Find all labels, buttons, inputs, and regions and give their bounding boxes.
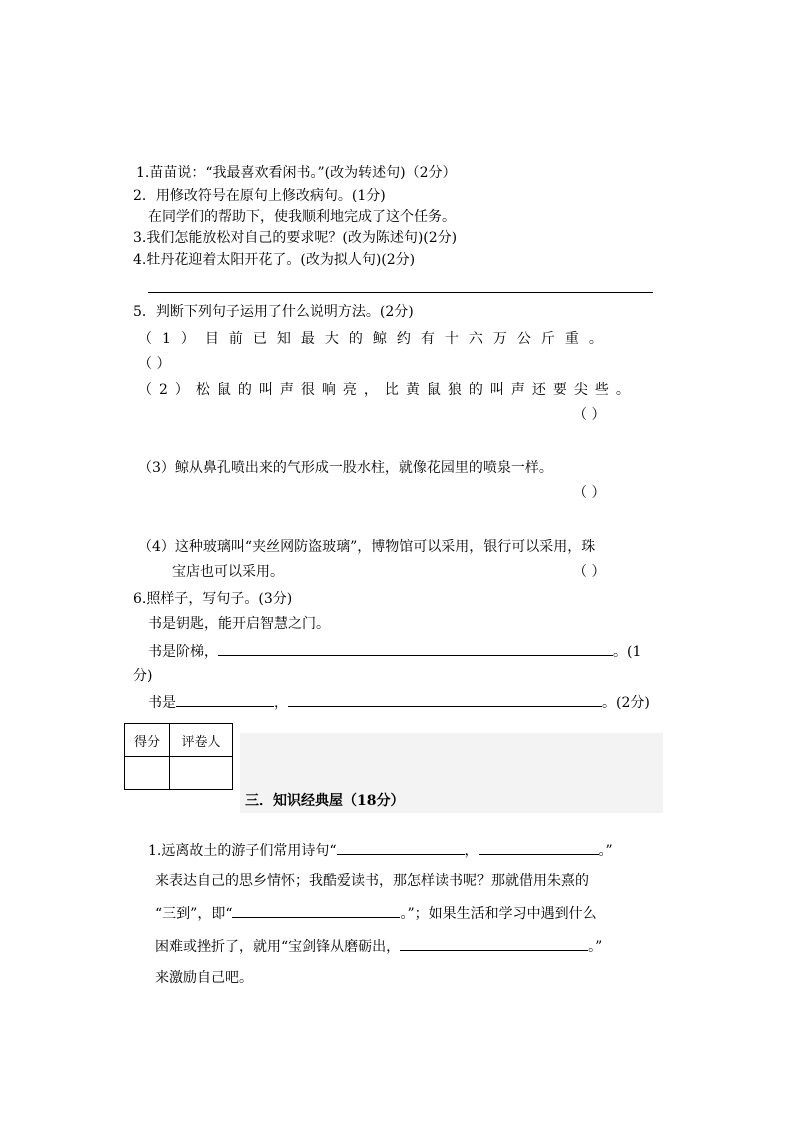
question-3: 3.我们怎能放松对自己的要求呢？(改为陈述句)(2分) (133, 230, 458, 246)
s3-line-4 (155, 936, 602, 957)
s3-line-3-end: 。”；如果生活和学习中遇到什么 (400, 906, 597, 922)
q5-item-4-line1: （4）这种玻璃叫“夹丝网防盗玻璃”，博物馆可以采用，银行可以采用，珠 (138, 539, 596, 555)
s3-line-1 (148, 840, 613, 861)
question-1: 1.苗苗说：“我最喜欢看闲书。”(改为转述句)（2分） (136, 165, 457, 181)
question-2-sentence: 在同学们的帮助下，使我顺利地完成了这个任务。 (148, 209, 456, 225)
s3-blank-3[interactable] (232, 903, 400, 918)
q6-line-1-start: 书是阶梯， (148, 644, 218, 660)
q5-item-3-answer-paren: （ ） (573, 485, 606, 501)
q5-item-4-answer-paren: （ ） (573, 564, 606, 580)
score-label: 得分 (125, 724, 170, 757)
question-4: 4.牡丹花迎着太阳开花了。(改为拟人句)(2分) (133, 252, 416, 268)
section-3-title: 三．知识经典屋（18分） (245, 793, 405, 809)
grader-label: 评卷人 (170, 724, 233, 757)
q6-blank-1[interactable] (218, 641, 613, 656)
s3-blank-1[interactable] (337, 840, 465, 855)
s3-line-5: 来激励自己吧。 (155, 970, 253, 986)
s3-line-4-start: 困难或挫折了，就用“宝剑锋从磨砺出， (155, 939, 401, 955)
q6-blank-2a[interactable] (176, 692, 274, 707)
score-table (124, 723, 233, 790)
q5-item-1: （1）目前已知最大的鲸约有十六万公斤重。 (138, 331, 613, 347)
question-2: 2．用修改符号在原句上修改病句。(1分) (133, 188, 386, 204)
s3-line-2: 来表达自己的思乡情怀；我酷爱读书，那怎样读书呢？那就借用朱熹的 (155, 873, 589, 889)
q6-line-2-end: 。(2分) (602, 695, 650, 711)
q5-item-1-answer-paren: （ ） (138, 356, 171, 372)
question-5: 5．判断下列句子运用了什么说明方法。(2分) (133, 304, 414, 320)
q6-line-1-wrap: 分) (133, 668, 153, 684)
s3-line-3 (155, 903, 597, 924)
s3-line-1-comma: ， (464, 843, 479, 859)
score-cell[interactable] (125, 757, 170, 790)
q5-item-2-answer-paren: （ ） (573, 407, 606, 423)
s3-line-3-start: “三到”，即“ (155, 906, 233, 922)
question-6: 6.照样子，写句子。(3分) (133, 591, 293, 607)
q6-line-2-start: 书是 (148, 695, 176, 711)
q6-line-1 (148, 641, 641, 662)
answer-rule (148, 292, 653, 293)
s3-blank-2[interactable] (479, 840, 599, 855)
s3-line-1-end: 。” (598, 843, 613, 859)
grader-cell[interactable] (170, 757, 233, 790)
s3-line-1-start: 1.远离故土的游子们常用诗句“ (148, 843, 337, 859)
q6-blank-2b[interactable] (288, 692, 602, 707)
s3-blank-4[interactable] (400, 936, 588, 951)
s3-line-4-end: 。” (588, 939, 603, 955)
q6-line-1-end: 。(1 (613, 644, 642, 660)
q5-item-3: （3）鲸从鼻孔喷出来的气形成一股水柱，就像花园里的喷泉一样。 (138, 460, 553, 476)
q5-item-2: （2）松鼠的叫声很响亮，比黄鼠狼的叫声还要尖些。 (138, 382, 637, 398)
q6-line-2 (148, 692, 650, 713)
q6-line-2-comma: ， (274, 695, 288, 711)
q5-item-4-line2: 宝店也可以采用。 (172, 564, 284, 580)
q6-example: 书是钥匙，能开启智慧之门。 (148, 616, 330, 632)
